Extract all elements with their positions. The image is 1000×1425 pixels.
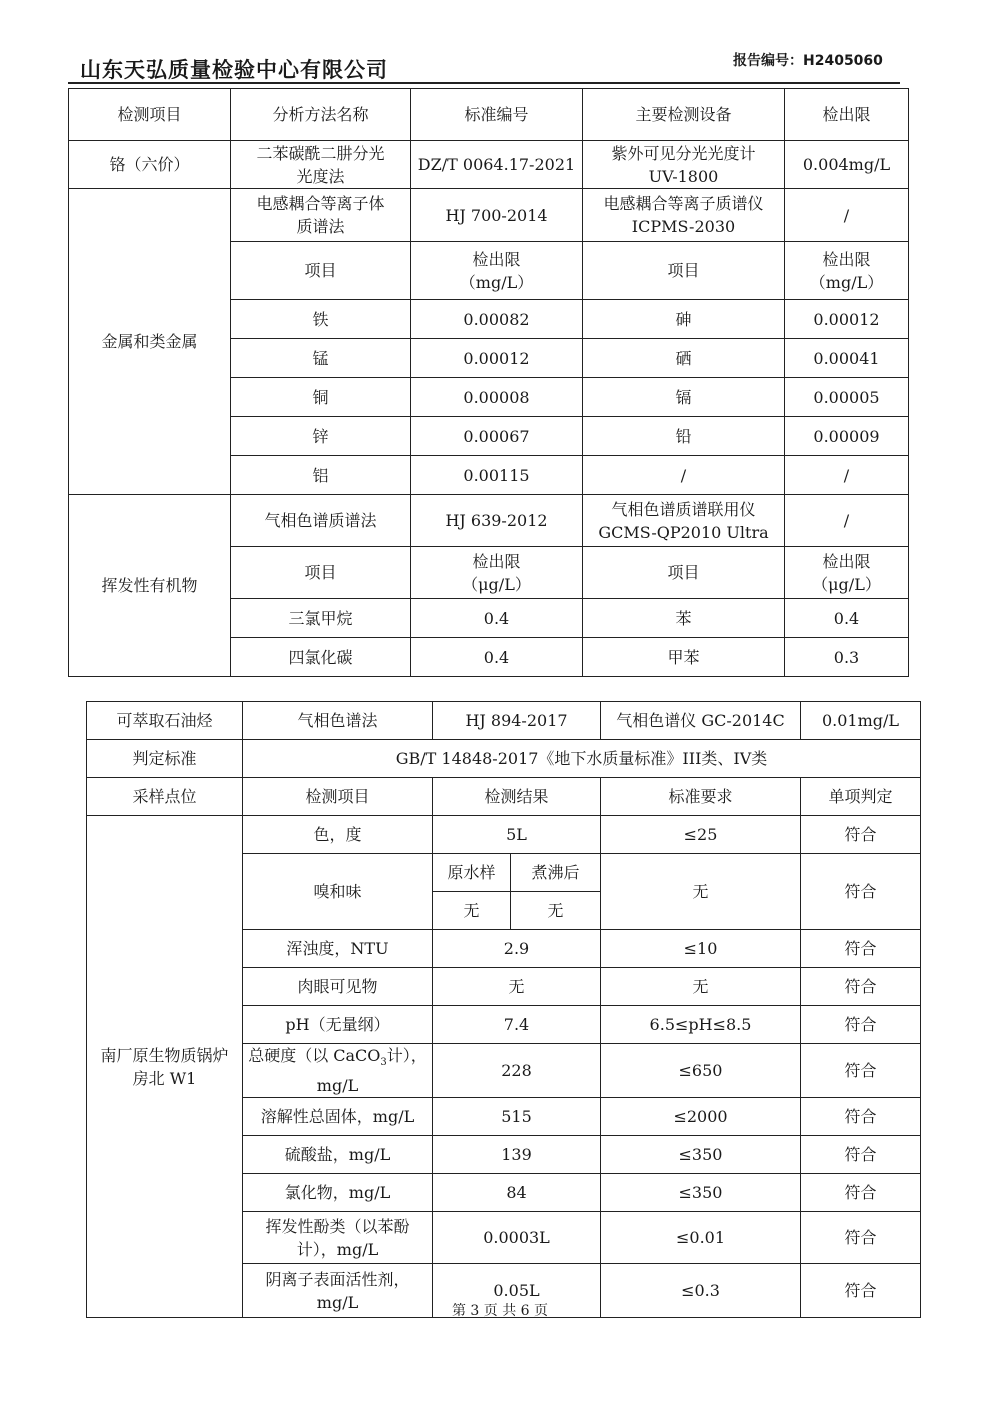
methods-header-row [69, 89, 909, 141]
chromium-method: 二苯碳酰二肼分光 光度法 [231, 141, 411, 189]
voc-method: 气相色谱质谱法 [231, 495, 411, 547]
header-cell: 采样点位 [87, 778, 243, 816]
table-row: 浑浊度，NTU 2.9 ≤10 符合 [87, 930, 921, 968]
table-row: 四氯化碳 0.4 甲苯 0.3 [69, 638, 909, 677]
criteria-label: 判定标准 [87, 740, 243, 778]
voc-limit: / [785, 495, 909, 547]
voc-group: 挥发性有机物 [69, 495, 231, 677]
metals-group: 金属和类金属 [69, 189, 231, 495]
table-row: 硫酸盐，mg/L 139 ≤350 符合 [87, 1136, 921, 1174]
table-row: 阴离子表面活性剂， mg/L 0.05L ≤0.3 符合 [87, 1264, 921, 1318]
metals-device: 电感耦合等离子质谱仪 ICPMS-2030 [583, 189, 785, 242]
chromium-row [69, 141, 909, 189]
table-row: 锌 0.00067 铅 0.00009 [69, 417, 909, 456]
table-row: 锰 0.00012 硒 0.00041 [69, 339, 909, 378]
chromium-item: 铬（六价） [69, 141, 231, 189]
phenol-item: 挥发性酚类（以苯酚 计），mg/L [243, 1212, 433, 1264]
metals-standard: HJ 700-2014 [411, 189, 583, 242]
odor-boiled-value: 无 [511, 892, 601, 930]
petroleum-standard: HJ 894-2017 [433, 702, 601, 740]
header-cell: 检测结果 [433, 778, 601, 816]
chromium-device: 紫外可见分光光度计 UV-1800 [583, 141, 785, 189]
header-cell: 检测项目 [243, 778, 433, 816]
petroleum-item: 可萃取石油烃 [87, 702, 243, 740]
table-row: 铜 0.00008 镉 0.00005 [69, 378, 909, 417]
voc-sub-limit: 检出限 （μg/L） [411, 547, 583, 599]
header-cell: 单项判定 [801, 778, 921, 816]
metals-sub-limit-2: 检出限 （mg/L） [785, 242, 909, 300]
table-row: 南厂原生物质锅炉 房北 W1 色，度 5L ≤25 符合 [87, 816, 921, 854]
voc-device: 气相色谱质谱联用仪 GCMS-QP2010 Ultra [583, 495, 785, 547]
odor-raw-value: 无 [433, 892, 511, 930]
metals-method: 电感耦合等离子体 质谱法 [231, 189, 411, 242]
table-row: 三氯甲烷 0.4 苯 0.4 [69, 599, 909, 638]
criteria-row [87, 740, 921, 778]
voc-standard: HJ 639-2012 [411, 495, 583, 547]
table-row: 铁 0.00082 砷 0.00012 [69, 300, 909, 339]
chromium-limit: 0.004mg/L [785, 141, 909, 189]
table-row: 铝 0.00115 / / [69, 456, 909, 495]
table-row: 氯化物，mg/L 84 ≤350 符合 [87, 1174, 921, 1212]
report-number-label: 报告编号： [733, 53, 803, 69]
petroleum-device: 气相色谱仪 GC-2014C [601, 702, 801, 740]
header-cell: 分析方法名称 [231, 89, 411, 141]
header-cell: 主要检测设备 [583, 89, 785, 141]
petroleum-method: 气相色谱法 [243, 702, 433, 740]
metals-sub-item-2: 项目 [583, 242, 785, 300]
sampling-site: 南厂原生物质锅炉 房北 W1 [87, 816, 243, 1318]
header-cell: 标准要求 [601, 778, 801, 816]
odor-raw-label: 原水样 [433, 854, 511, 892]
voc-sub-item: 项目 [231, 547, 411, 599]
table-row: 溶解性总固体，mg/L 515 ≤2000 符合 [87, 1098, 921, 1136]
odor-boiled-label: 煮沸后 [511, 854, 601, 892]
metals-limit: / [785, 189, 909, 242]
table-row: 挥发性酚类（以苯酚 计），mg/L 0.0003L ≤0.01 符合 [87, 1212, 921, 1264]
header-rule [68, 82, 900, 84]
voc-method-row [69, 495, 909, 547]
hardness-item: 总硬度（以 CaCO$_3$计）， mg/L [243, 1044, 433, 1098]
voc-sub-item-2: 项目 [583, 547, 785, 599]
report-number-value: H2405060 [803, 53, 883, 69]
odor-req: 无 [601, 854, 801, 930]
odor-judge: 符合 [801, 854, 921, 930]
surfactant-item: 阴离子表面活性剂， mg/L [243, 1264, 433, 1318]
table-row: 肉眼可见物 无 无 符合 [87, 968, 921, 1006]
chromium-standard: DZ/T 0064.17-2021 [411, 141, 583, 189]
header-cell: 检测项目 [69, 89, 231, 141]
table-row: pH（无量纲） 7.4 6.5≤pH≤8.5 符合 [87, 1006, 921, 1044]
petroleum-row [87, 702, 921, 740]
results-header-row [87, 778, 921, 816]
table-row: 总硬度（以 CaCO$_3$计）， mg/L 228 ≤650 符合 [87, 1044, 921, 1098]
page-number: 第 3 页 共 6 页 [451, 1303, 549, 1319]
results-table [86, 701, 921, 1318]
criteria-text: GB/T 14848-2017《地下水质量标准》III类、IV类 [243, 740, 921, 778]
metals-sub-item: 项目 [231, 242, 411, 300]
header-cell: 检出限 [785, 89, 909, 141]
header-cell: 标准编号 [411, 89, 583, 141]
metals-method-row [69, 189, 909, 242]
methods-table [68, 88, 909, 677]
voc-sub-limit-2: 检出限 （μg/L） [785, 547, 909, 599]
odor-item: 嗅和味 [243, 854, 433, 930]
petroleum-limit: 0.01mg/L [801, 702, 921, 740]
report-number [733, 50, 883, 70]
metals-sub-limit: 检出限 （mg/L） [411, 242, 583, 300]
company-name: 山东天弘质量检验中心有限公司 [80, 58, 388, 82]
